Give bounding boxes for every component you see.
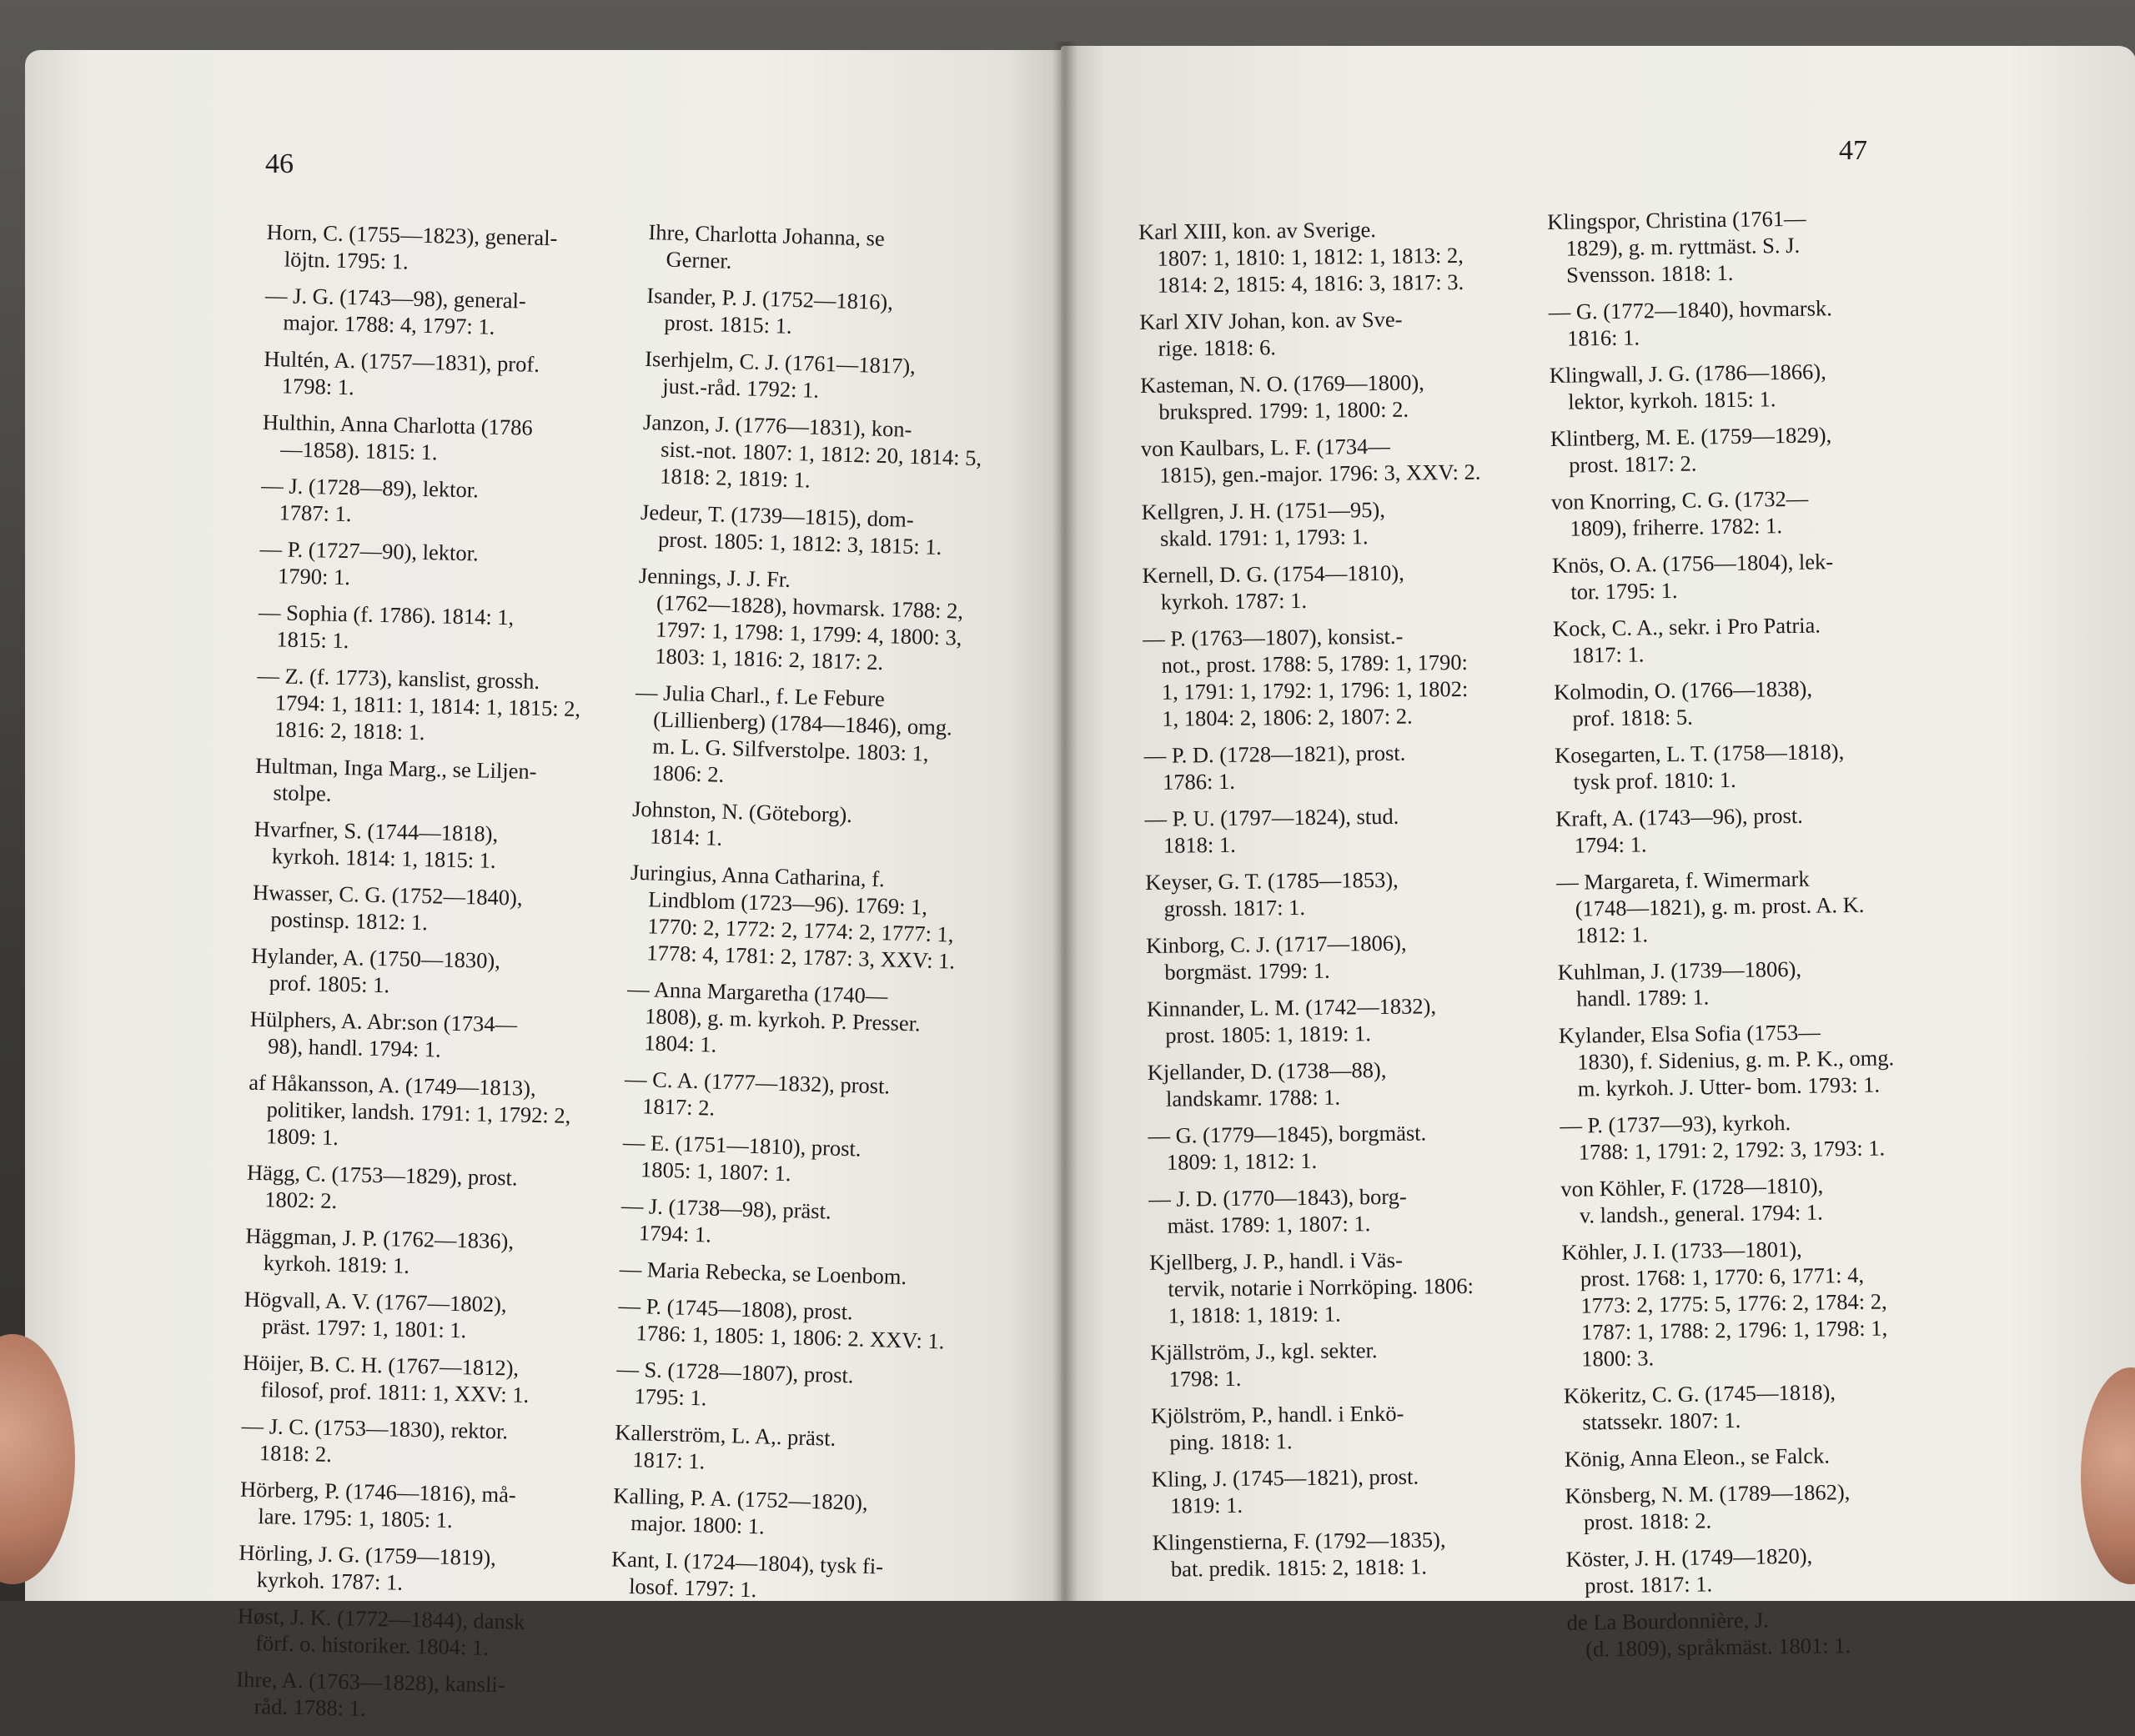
index-entry: [254, 752, 597, 813]
entry-continuation: rige. 1818: 6.: [1158, 334, 1277, 361]
left-page-number: 46: [265, 148, 294, 179]
entry-heading: Iserhjelm, C. J. (1761—1817),: [644, 345, 917, 379]
left-page-column-1: [235, 218, 609, 1736]
entry-heading: Jedeur, T. (1739—1815), dom-: [640, 499, 915, 533]
entry-continuation: 1830), f. Sidenius, g. m. P. K., omg. m. kyrkoh. J. Utter- bom. 1793: 1.: [1577, 1045, 1895, 1101]
entry-continuation: skald. 1791: 1, 1793: 1.: [1159, 524, 1369, 551]
entry-continuation: 1798: 1.: [1168, 1365, 1242, 1392]
index-entry: [1138, 215, 1481, 299]
entry-heading: Keyser, G. T. (1785—1853),: [1145, 866, 1399, 895]
entry-continuation: prost. 1805: 1, 1812: 3, 1815: 1.: [657, 526, 942, 559]
index-entry: [242, 1349, 585, 1410]
index-entry: [1564, 1377, 1906, 1436]
index-entry: [646, 282, 989, 344]
entry-continuation: landskamr. 1788: 1.: [1165, 1084, 1341, 1111]
entry-continuation: 1829), g. m. ryttmäst. S. J. Svensson. 1818: 1.: [1565, 232, 1801, 288]
entry-continuation: kyrkoh. 1787: 1.: [1160, 587, 1308, 615]
index-entry: [1152, 1526, 1494, 1583]
entry-heading: Ihre, A. (1763—1828), kansli-: [235, 1666, 505, 1698]
entry-heading: Kosegarten, L. T. (1758—1818),: [1554, 739, 1845, 768]
entry-continuation: (Lillienberg) (1784—1846), omg. m. L. G. Silfverstolpe. 1803: 1, 1806: 2.: [651, 706, 953, 787]
entry-continuation: sist.-not. 1807: 1, 1812: 20, 1814: 5, 1818: 2, 1819: 1.: [659, 436, 982, 493]
index-entry: [1139, 305, 1482, 362]
index-entry: [244, 1222, 587, 1283]
entry-heading: — Sophia (f. 1786). 1814: 1,: [258, 599, 515, 630]
entry-heading: — G. (1779—1845), borgmäst.: [1148, 1120, 1427, 1148]
index-entry: [1142, 495, 1484, 552]
index-entry: [625, 976, 970, 1065]
index-entry: [250, 942, 593, 1003]
entry-heading: Jennings, J. J. Fr.: [638, 562, 791, 592]
index-entry: [244, 1286, 586, 1347]
entry-continuation: statssekr. 1807: 1.: [1582, 1407, 1741, 1435]
entry-heading: — J. C. (1753—1830), rektor.: [241, 1412, 509, 1444]
entry-heading: Karl XIV Johan, kon. av Sve-: [1139, 306, 1403, 334]
entry-heading: Høst, J. K. (1772—1844), dansk: [237, 1603, 525, 1634]
index-entry: [256, 662, 600, 750]
entry-heading: Kraft, A. (1743—96), prost.: [1555, 802, 1804, 831]
index-entry: [252, 879, 595, 940]
index-entry: [1560, 1107, 1902, 1166]
entry-continuation: 1808), g. m. kyrkoh. P. Presser. 1804: 1.: [643, 1003, 922, 1057]
index-entry: [622, 1129, 966, 1192]
entry-continuation: prost. 1805: 1, 1819: 1.: [1165, 1021, 1372, 1048]
entry-continuation: 1809), friherre. 1782: 1.: [1570, 513, 1783, 541]
entry-continuation: major. 1788: 4, 1797: 1.: [283, 309, 495, 339]
entry-heading: Kernell, D. G. (1754—1810),: [1142, 559, 1404, 588]
index-entry: [1550, 420, 1893, 479]
index-entry: [644, 345, 987, 408]
entry-continuation: —1858). 1815: 1.: [279, 436, 438, 465]
index-entry: [612, 1482, 956, 1544]
entry-heading: Hultén, A. (1757—1831), prof.: [264, 345, 540, 377]
index-entry: [1148, 1182, 1491, 1239]
entry-continuation: prost. 1768: 1, 1770: 6, 1771: 4, 1773: 2, 1775: 5, 1776: 2, 1784: 2, 1787: 1, 1788: 2, 1796: 1, 1798: 1, 1800: 3.: [1580, 1262, 1888, 1372]
entry-heading: — Maria Rebecka, se Loenbom.: [619, 1256, 907, 1290]
index-entry: [1148, 1119, 1490, 1176]
entry-heading: Kellgren, J. H. (1751—95),: [1141, 496, 1386, 524]
index-entry: [615, 1355, 959, 1417]
entry-heading: Hülphers, A. Abr:son (1734—: [249, 1006, 518, 1037]
entry-heading: Hägg, C. (1753—1829), prost.: [246, 1159, 518, 1191]
index-entry: [1551, 484, 1894, 542]
entry-continuation: 1802: 2.: [264, 1187, 338, 1214]
entry-heading: Klingwall, J. G. (1786—1866),: [1549, 359, 1826, 388]
index-entry: [1552, 547, 1895, 605]
entry-continuation: 1818: 1.: [1163, 831, 1236, 858]
entry-continuation: 98), handl. 1794: 1.: [267, 1033, 442, 1062]
entry-continuation: (1748—1821), g. m. prost. A. K. 1812: 1.: [1575, 891, 1865, 948]
entry-heading: Kasteman, N. O. (1769—1800),: [1139, 369, 1424, 398]
index-entry: [259, 535, 602, 596]
entry-heading: Juringius, Anna Catharina, f.: [630, 859, 886, 892]
entry-heading: Kinborg, C. J. (1717—1806),: [1145, 930, 1407, 958]
index-entry: [262, 409, 605, 469]
index-entry: [266, 218, 609, 279]
entry-heading: Kjölström, P., handl. i Enkö-: [1150, 1400, 1404, 1428]
index-entry: [1144, 802, 1487, 859]
index-entry: [246, 1159, 589, 1220]
entry-heading: Klingspor, Christina (1761—: [1547, 205, 1806, 234]
index-entry: [1565, 1478, 1907, 1536]
index-entry: [1565, 1441, 1906, 1473]
entry-continuation: ping. 1818: 1.: [1169, 1428, 1293, 1455]
entry-heading: — S. (1728—1807), prost.: [616, 1356, 854, 1388]
entry-continuation: handl. 1789: 1.: [1576, 984, 1710, 1011]
index-entry: [1550, 357, 1892, 415]
index-entry: [1553, 610, 1896, 669]
right-page-number: 47: [1839, 135, 1867, 166]
entry-heading: Könsberg, N. M. (1789—1862),: [1565, 1479, 1851, 1508]
entry-heading: — G. (1772—1840), hovmarsk.: [1548, 295, 1832, 324]
index-entry: [617, 1292, 961, 1354]
index-entry: [249, 1006, 592, 1066]
index-entry: [631, 795, 975, 858]
entry-continuation: 1814: 1.: [649, 823, 723, 850]
entry-continuation: löjtn. 1795: 1.: [284, 246, 409, 274]
entry-heading: Kjellander, D. (1738—88),: [1147, 1056, 1387, 1085]
index-entry: [1151, 1399, 1494, 1456]
index-entry: [1140, 369, 1483, 425]
entry-continuation: not., prost. 1788: 5, 1789: 1, 1790: 1, 1791: 1, 1792: 1, 1796: 1, 1802: 1, 1804: 2, 1806: 2, 1807: 2.: [1161, 649, 1469, 731]
entry-continuation: prost. 1817: 1.: [1584, 1571, 1713, 1598]
entry-continuation: 1809: 1, 1812: 1.: [1166, 1147, 1318, 1175]
entry-heading: Kalling, P. A. (1752—1820),: [612, 1483, 869, 1515]
entry-heading: Horn, C. (1755—1823), general-: [266, 218, 558, 251]
entry-continuation: bat. predik. 1815: 2, 1818: 1.: [1170, 1553, 1428, 1582]
left-page-column-2: [610, 218, 990, 1618]
index-entry: [1565, 1541, 1908, 1599]
entry-continuation: råd. 1788: 1.: [254, 1693, 366, 1721]
entry-heading: Köhler, J. I. (1733—1801),: [1561, 1236, 1802, 1265]
entry-heading: Hultman, Inga Marg., se Liljen-: [254, 752, 537, 784]
entry-continuation: 1788: 1, 1791: 2, 1792: 3, 1793: 1.: [1578, 1135, 1886, 1165]
entry-heading: Hwasser, C. G. (1752—1840),: [252, 879, 523, 911]
entry-continuation: major. 1800: 1.: [630, 1510, 766, 1539]
index-entry: [1559, 1017, 1901, 1102]
index-entry: [1566, 1604, 1909, 1663]
entry-continuation: 1817: 2.: [641, 1093, 716, 1121]
entry-continuation: prof. 1805: 1.: [269, 970, 390, 998]
entry-heading: Kjellberg, J. P., handl. i Väs-: [1148, 1247, 1404, 1275]
entry-heading: Isander, P. J. (1752—1816),: [646, 282, 894, 315]
index-entry: [260, 472, 603, 533]
index-entry: [258, 599, 600, 660]
entry-continuation: politiker, landsh. 1791: 1, 1792: 2, 1809: 1.: [265, 1096, 571, 1151]
index-entry: [1141, 432, 1484, 489]
entry-continuation: 1816: 1.: [1566, 324, 1640, 351]
index-entry: [636, 562, 981, 678]
entry-heading: Hörling, J. G. (1759—1819),: [239, 1539, 497, 1571]
entry-continuation: just.-råd. 1792: 1.: [661, 373, 820, 403]
index-entry: [1147, 992, 1489, 1049]
entry-heading: König, Anna Eleon., se Falck.: [1564, 1442, 1831, 1472]
entry-heading: Högvall, A. V. (1767—1802),: [244, 1286, 507, 1317]
entry-heading: — P. (1745—1808), prost.: [618, 1292, 854, 1325]
entry-heading: — P. (1737—93), kyrkoh.: [1560, 1110, 1791, 1138]
entry-heading: — J. G. (1743—98), general-: [264, 282, 527, 314]
entry-continuation: 1817: 1.: [1571, 641, 1645, 668]
entry-heading: — J. (1728—89), lektor.: [260, 472, 480, 503]
entry-continuation: prost. 1818: 2.: [1583, 1508, 1712, 1535]
entry-continuation: (1762—1828), hovmarsk. 1788: 2, 1797: 1, 1798: 1, 1799: 4, 1800: 3, 1803: 1, 1816: 2, 1817: 2.: [654, 590, 964, 675]
entry-continuation: 1819: 1.: [1170, 1492, 1243, 1518]
entry-continuation: 1815: 1.: [276, 626, 349, 654]
index-entry: [238, 1539, 580, 1600]
index-entry: [1142, 559, 1484, 615]
entry-continuation: 1817: 1.: [632, 1447, 706, 1474]
index-entry: [619, 1256, 962, 1292]
entry-heading: — J. (1738—98), präst.: [620, 1192, 831, 1224]
entry-continuation: stolpe.: [273, 780, 332, 806]
book-gutter: [1052, 42, 1078, 1601]
index-entry: [241, 1412, 584, 1473]
entry-heading: Hylander, A. (1750—1830),: [251, 942, 501, 974]
index-entry: [248, 1069, 591, 1156]
entry-continuation: förf. o. historiker. 1804: 1.: [254, 1630, 490, 1660]
index-entry: [614, 1418, 957, 1481]
entry-continuation: losof. 1797: 1.: [628, 1573, 757, 1603]
index-entry: [1144, 739, 1487, 795]
index-entry: [1549, 294, 1891, 352]
entry-continuation: grossh. 1817: 1.: [1163, 894, 1306, 921]
index-entry: [1561, 1234, 1905, 1372]
entry-heading: Hörberg, P. (1746—1816), må-: [239, 1476, 517, 1508]
entry-heading: Kjällström, J., kgl. sekter.: [1150, 1337, 1378, 1365]
entry-heading: Kant, I. (1724—1804), tysk fi-: [610, 1546, 884, 1579]
entry-continuation: prost. 1817: 2.: [1569, 450, 1697, 478]
right-page-column-2: [1547, 203, 1909, 1673]
entry-continuation: lektor, kyrkoh. 1815: 1.: [1568, 386, 1776, 414]
index-entry: [620, 1192, 964, 1255]
entry-heading: de La Bourdonnière, J.: [1566, 1607, 1769, 1635]
index-entry: [239, 1476, 582, 1537]
entry-heading: Hulthin, Anna Charlotta (1786: [262, 409, 533, 440]
entry-heading: Johnston, N. (Göteborg).: [631, 795, 853, 828]
entry-continuation: lare. 1795: 1, 1805: 1.: [258, 1503, 453, 1533]
index-entry: [1560, 1171, 1903, 1229]
entry-continuation: mäst. 1789: 1, 1807: 1.: [1167, 1211, 1371, 1238]
index-entry: [254, 815, 596, 876]
index-entry: [1555, 800, 1898, 859]
entry-heading: — Julia Charl., f. Le Febure: [635, 679, 886, 712]
index-entry: [1145, 865, 1488, 922]
entry-heading: von Kaulbars, L. F. (1734—: [1140, 433, 1390, 461]
right-page-column-1: [1138, 215, 1494, 1593]
index-entry: [264, 282, 607, 343]
entry-continuation: 1786: 1, 1805: 1, 1806: 2. XXV: 1.: [635, 1320, 945, 1354]
entry-heading: Klintberg, M. E. (1759—1829),: [1550, 422, 1832, 451]
index-entry: [624, 1066, 967, 1128]
entry-continuation: 1794: 1, 1811: 1, 1814: 1, 1815: 2, 1816: 2, 1818: 1.: [274, 690, 581, 745]
entry-heading: Köster, J. H. (1749—1820),: [1565, 1543, 1813, 1572]
entry-continuation: (d. 1809), språkmäst. 1801: 1.: [1585, 1633, 1851, 1662]
entry-heading: — P. U. (1797—1824), stud.: [1144, 803, 1399, 831]
entry-continuation: postinsp. 1812: 1.: [270, 906, 429, 936]
entry-heading: — P. (1727—90), lektor.: [259, 535, 480, 566]
entry-heading: Klingenstierna, F. (1792—1835),: [1152, 1527, 1446, 1555]
index-entry: [1152, 1463, 1494, 1519]
entry-heading: — E. (1751—1810), prost.: [622, 1129, 862, 1162]
entry-continuation: prost. 1815: 1.: [664, 309, 793, 339]
entry-continuation: borgmäst. 1799: 1.: [1164, 957, 1330, 985]
entry-heading: Knös, O. A. (1756—1804), lek-: [1551, 549, 1834, 578]
index-entry: [237, 1603, 580, 1663]
index-entry: [640, 499, 983, 561]
entry-heading: Höijer, B. C. H. (1767—1812),: [242, 1349, 520, 1381]
entry-heading: Karl XIII, kon. av Sverige.: [1138, 217, 1377, 244]
entry-heading: af Håkansson, A. (1749—1813),: [248, 1069, 536, 1101]
entry-continuation: prof. 1818: 5.: [1572, 704, 1694, 731]
entry-heading: Kökeritz, C. G. (1745—1818),: [1563, 1379, 1836, 1408]
entry-continuation: 1786: 1.: [1162, 768, 1236, 795]
entry-continuation: tervik, notarie i Norrköping. 1806: 1, 1818: 1, 1819: 1.: [1168, 1272, 1474, 1328]
entry-continuation: Gerner.: [666, 246, 732, 273]
entry-heading: Kock, C. A., sekr. i Pro Patria.: [1552, 612, 1821, 641]
entry-continuation: 1794: 1.: [638, 1220, 712, 1247]
entry-heading: Häggman, J. P. (1762—1836),: [245, 1222, 515, 1254]
entry-heading: — P. (1763—1807), konsist.-: [1143, 623, 1404, 651]
index-entry: [641, 409, 986, 498]
entry-heading: von Köhler, F. (1728—1810),: [1560, 1172, 1824, 1202]
entry-heading: — Z. (f. 1773), kanslist, grossh.: [257, 662, 540, 694]
entry-heading: — Margareta, f. Wimermark: [1556, 865, 1810, 895]
entry-continuation: 1790: 1.: [277, 563, 351, 590]
entry-continuation: Lindblom (1723—96). 1769: 1, 1770: 2, 1772: 2, 1774: 2, 1777: 1, 1778: 4, 1781: 2, 1787: 3, XXV: 1.: [646, 886, 956, 974]
entry-continuation: filosof, prof. 1811: 1, XXV: 1.: [260, 1377, 530, 1407]
entry-continuation: tysk prof. 1810: 1.: [1573, 766, 1736, 795]
index-entry: [1143, 622, 1485, 732]
entry-continuation: kyrkoh. 1787: 1.: [256, 1567, 404, 1595]
entry-continuation: 1807: 1, 1810: 1, 1812: 1, 1813: 2, 1814: 2, 1815: 4, 1816: 3, 1817: 3.: [1157, 242, 1464, 298]
entry-heading: Kolmodin, O. (1766—1838),: [1553, 675, 1813, 705]
entry-heading: von Knorring, C. G. (1732—: [1550, 485, 1809, 514]
entry-heading: Kallerström, L. A,. präst.: [614, 1419, 836, 1451]
entry-continuation: 1818: 2.: [259, 1440, 333, 1467]
entry-heading: Kling, J. (1745—1821), prost.: [1151, 1463, 1419, 1492]
entry-heading: — C. A. (1777—1832), prost.: [624, 1066, 891, 1099]
index-entry: [263, 345, 605, 406]
index-entry: [1150, 1336, 1493, 1392]
index-entry: [1547, 203, 1890, 288]
index-entry: [1558, 954, 1901, 1012]
entry-continuation: 1798: 1.: [281, 373, 354, 400]
index-entry: [1554, 674, 1896, 732]
entry-heading: — P. D. (1728—1821), prost.: [1143, 740, 1406, 768]
entry-heading: Janzon, J. (1776—1831), kon-: [642, 409, 912, 442]
entry-heading: Ihre, Charlotta Johanna, se: [648, 218, 886, 251]
index-entry: [1555, 737, 1897, 795]
index-entry: [1149, 1246, 1492, 1329]
entry-heading: Kinnander, L. M. (1742—1832),: [1146, 993, 1437, 1021]
entry-heading: — Anna Margaretha (1740—: [626, 976, 888, 1009]
entry-continuation: brukspred. 1799: 1, 1800: 2.: [1158, 396, 1409, 424]
entry-continuation: tor. 1795: 1.: [1570, 577, 1678, 605]
entry-continuation: 1805: 1, 1807: 1.: [640, 1156, 791, 1187]
index-entry: [1556, 864, 1899, 949]
entry-continuation: 1787: 1.: [279, 499, 352, 527]
index-entry: [1148, 1056, 1490, 1112]
index-entry: [235, 1666, 578, 1727]
entry-heading: — J. D. (1770—1843), borg-: [1148, 1183, 1407, 1212]
entry-continuation: kyrkoh. 1819: 1.: [263, 1250, 410, 1278]
entry-heading: Kuhlman, J. (1739—1806),: [1557, 956, 1802, 985]
entry-heading: Kylander, Elsa Sofia (1753—: [1558, 1019, 1821, 1048]
index-entry: [633, 679, 977, 795]
entry-continuation: präst. 1797: 1, 1801: 1.: [261, 1313, 467, 1343]
index-entry: [647, 218, 991, 281]
entry-continuation: 1795: 1.: [634, 1383, 707, 1411]
index-entry: [628, 859, 972, 975]
entry-heading: Hvarfner, S. (1744—1818),: [254, 815, 499, 846]
entry-continuation: 1815), gen.-major. 1796: 3, XXV: 2.: [1159, 459, 1481, 488]
entry-continuation: kyrkoh. 1814: 1, 1815: 1.: [271, 843, 496, 873]
index-entry: [610, 1545, 954, 1608]
entry-continuation: v. landsh., general. 1794: 1.: [1579, 1199, 1823, 1228]
entry-continuation: 1794: 1.: [1574, 831, 1647, 858]
index-entry: [1146, 929, 1489, 986]
